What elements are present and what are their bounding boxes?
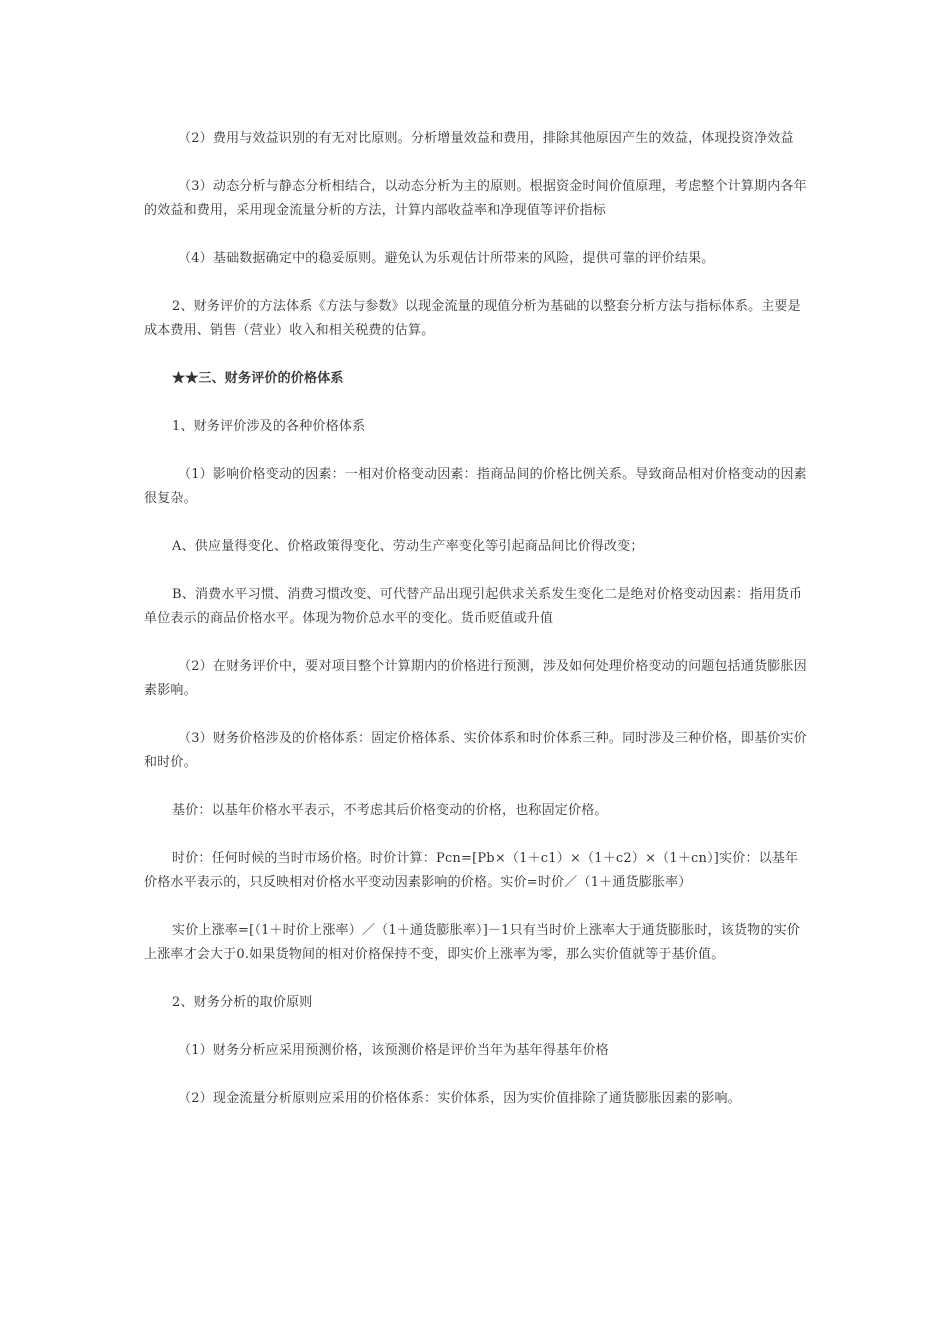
paragraph-principle-4: （4）基础数据确定中的稳妥原则。避免认为乐观估计所带来的风险，提供可靠的评价结果。 — [178, 251, 715, 266]
paragraph-principle-3: （3）动态分析与静态分析相结合，以动态分析为主的原则。根据资金时间价值原理，考虑整个计算期内各年的效益和费用，采用现金流量分析的方法，计算内部收益率和净现值等评价指标 — [144, 179, 807, 218]
paragraph-price-factors: （1）影响价格变动的因素：一相对价格变动因素：指商品间的价格比例关系。导致商品相对价格变动的因素很复杂。 — [144, 467, 807, 506]
paragraph-pricing-principle-title: 2、财务分析的取价原则 — [172, 995, 313, 1010]
paragraph-real-price-rate: 实价上涨率=[（1＋时价上涨率）／（1＋通货膨胀率）]－1只有当时价上涨率大于通货膨胀时，该货物的实价上涨率才会大于0.如果货物间的相对价格保持不变，即实价上涨率为零，那么实价值就等于基价值。 — [144, 923, 801, 962]
paragraph-pricing-principle-2: （2）现金流量分析原则应采用的价格体系：实价体系，因为实价值排除了通货膨胀因素的影响。 — [178, 1091, 741, 1106]
paragraph-base-price: 基价：以基年价格水平表示，不考虑其后价格变动的价格，也称固定价格。 — [172, 803, 608, 818]
paragraph-current-price: 时价：任何时候的当时市场价格。时价计算：Pcn=[Pb×（1＋c1）×（1＋c2）×（1＋cn）]实价：以基年价格水平表示的，只反映相对价格水平变动因素影响的价格。实价=时价／（1＋通货膨胀率） — [144, 851, 799, 890]
paragraph-price-forecast: （2）在财务评价中，要对项目整个计算期内的价格进行预测，涉及如何处理价格变动的问题包括通货膨胀因素影响。 — [144, 659, 807, 698]
paragraph-pricing-principle-1: （1）财务分析应采用预测价格，该预测价格是评价当年为基年得基年价格 — [178, 1043, 609, 1058]
paragraph-method-system: 2、财务评价的方法体系《方法与参数》以现金流量的现值分析为基础的以整套分析方法与指标体系。主要是成本费用、销售（营业）收入和相关税费的估算。 — [144, 299, 801, 338]
document-body — [144, 127, 810, 1135]
paragraph-principle-2: （2）费用与效益识别的有无对比原则。分析增量效益和费用，排除其他原因产生的效益，体现投资净效益 — [178, 131, 794, 146]
paragraph-three-prices: （3）财务价格涉及的价格体系：固定价格体系、实价体系和时价体系三种。同时涉及三种价格，即基价实价和时价。 — [144, 731, 807, 770]
paragraph-item-b: B、消费水平习惯、消费习惯改变、可代替产品出现引起供求关系发生变化二是绝对价格变动因素：指用货币单位表示的商品价格水平。体现为物价总水平的变化。货币贬值或升值 — [144, 587, 803, 626]
paragraph-price-systems-title: 1、财务评价涉及的各种价格体系 — [172, 419, 366, 434]
paragraph-item-a: A、供应量得变化、价格政策得变化、劳动生产率变化等引起商品间比价得改变； — [172, 539, 644, 554]
section-heading-price-system: ★★三、财务评价的价格体系 — [172, 371, 344, 386]
